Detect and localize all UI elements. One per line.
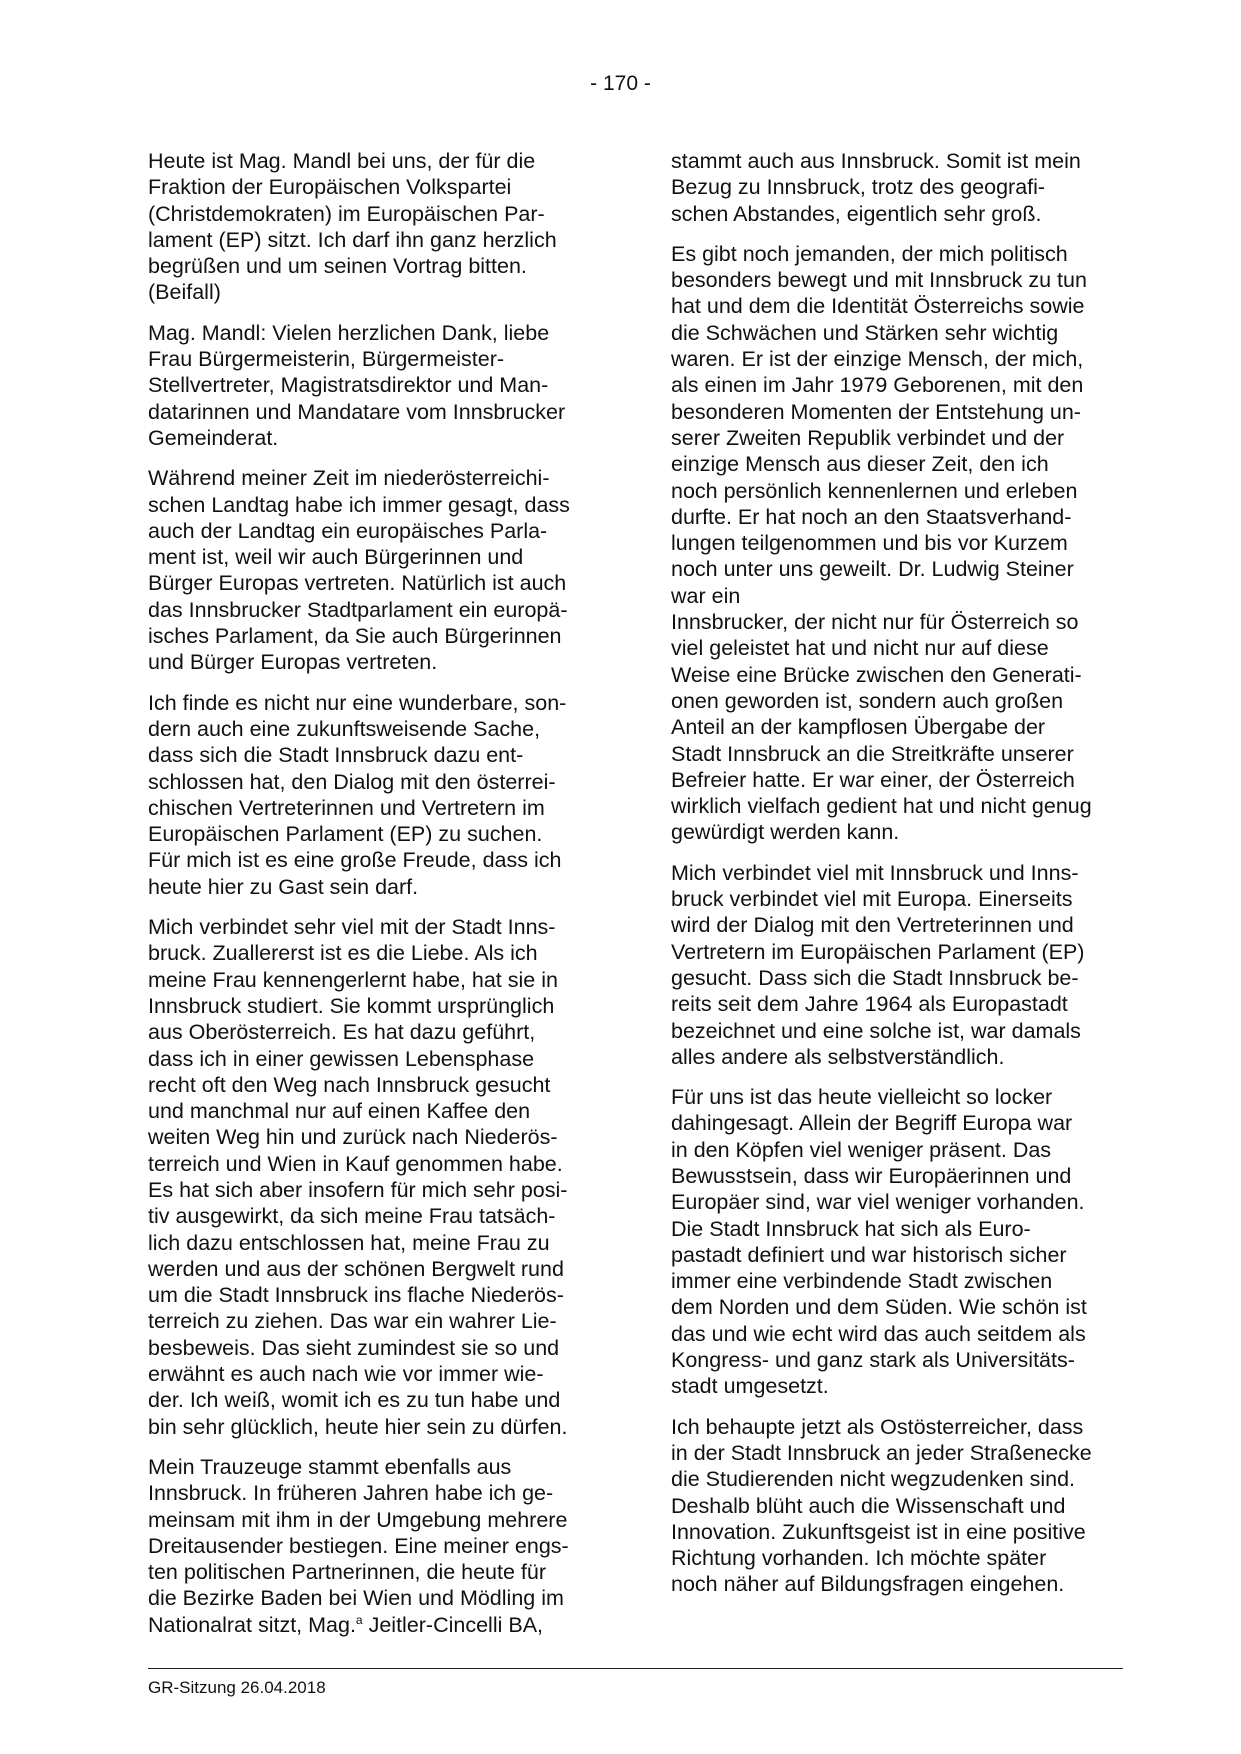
paragraph-text: Mein Trauzeuge stammt ebenfalls aus Innsbruck. In früheren Jahren habe ich ge- meinsam mit ihm in der Umgebung mehrere Dreitausender bestiegen. Eine meiner engs- ten politischen Partnerinnen, die heute für die Bezirke Baden bei Wien und Mödling im Nationalrat sitzt, Mag. — [148, 1454, 569, 1637]
paragraph-text-tail: Jeitler-Cincelli BA, — [362, 1612, 544, 1637]
paragraph: Mich verbindet viel mit Innsbruck und Inns- bruck verbindet viel mit Europa. Einerseits wird der Dialog mit den Vertreterinnen und Vertretern im Europäischen Parlament (EP) gesucht. Dass sich die Stadt Innsbruck be- reits seit dem Jahre 1964 als Europastadt bezeichnet und eine solche ist, war damals alles andere als selbstverständlich. — [671, 860, 1085, 1069]
footer-divider — [148, 1668, 1123, 1669]
paragraph — [148, 1454, 598, 1638]
paragraph: Ich behaupte jetzt als Ostösterreicher, dass in der Stadt Innsbruck an jeder Straßenecke die Studierenden nicht wegzudenken sind. Deshalb blüht auch die Wissenschaft und Innovation. Zukunftsgeist ist in eine positive Richtung vorhanden. Ich möchte später noch näher auf Bildungsfragen eingehen. — [671, 1414, 1092, 1597]
footer-session-date: GR-Sitzung 26.04.2018 — [148, 1678, 326, 1697]
paragraph: Für uns ist das heute vielleicht so locker dahingesagt. Allein der Begriff Europa war in den Köpfen viel weniger präsent. Das Bewusstsein, dass wir Europäerinnen und Europäer sind, war viel weniger vorhanden. Die Stadt Innsbruck hat sich als Euro- pastadt definiert und war historisch sicher immer eine verbindende Stadt zwischen dem Norden und dem Süden. Wie schön ist das und wie echt wird das auch seitdem als Kongress- und ganz stark als Universitäts- stadt umgesetzt. — [671, 1085, 1087, 1399]
page-number: - 170 - — [590, 72, 651, 95]
paragraph: stammt auch aus Innsbruck. Somit ist mein Bezug zu Innsbruck, trotz des geografi- schen Abstandes, eigentlich sehr groß. — [671, 149, 1081, 226]
superscript: a — [355, 1612, 363, 1627]
paragraph: Mich verbindet sehr viel mit der Stadt Inns- bruck. Zuallererst ist es die Liebe. Als ich meine Frau kennengerlernt habe, hat sie in Innsbruck studiert. Sie kommt ursprünglich aus Oberösterreich. Es hat dazu geführt, dass ich in einer gewissen Lebensphase recht oft den Weg nach Innsbruck gesucht und manchmal nur auf einen Kaffee den weiten Weg hin und zurück nach Niederös- terreich und Wien in Kauf genommen habe. Es hat sich aber insofern für mich sehr posi- tiv ausgewirkt, da sich meine Frau tatsäch- lich dazu entschlossen hat, meine Frau zu werden und aus der schönen Bergwelt rund um die Stadt Innsbruck ins flache Niederös- terreich zu ziehen. Das war ein wahrer Lie- besbeweis. Das sieht zumindest sie so und erwähnt es auch nach wie vor immer wie- der. Ich weiß, womit ich es zu tun habe und bin sehr glücklich, heute hier sein zu dürfen. — [148, 915, 568, 1439]
paragraph: Mag. Mandl: Vielen herzlichen Dank, liebe Frau Bürgermeisterin, Bürgermeister- Stellvertreter, Magistratsdirektor und Man- datarinnen und Mandatare vom Innsbrucker Gemeinderat. — [148, 320, 566, 450]
paragraph: Während meiner Zeit im niederösterreichi- schen Landtag habe ich immer gesagt, dass auch der Landtag ein europäisches Parla- ment ist, weil wir auch Bürgerinnen und Bürger Europas vertreten. Natürlich ist auch das Innsbrucker Stadtparlament ein europä- isches Parlament, da Sie auch Bürgerinnen und Bürger Europas vertreten. — [148, 466, 570, 675]
right-text-column — [671, 148, 1121, 1612]
paragraph: Es gibt noch jemanden, der mich politisch besonders bewegt und mit Innsbruck zu tun hat und dem die Identität Österreichs sowie die Schwächen und Stärken sehr wichtig waren. Er ist der einzige Mensch, der mich, als einen im Jahr 1979 Geborenen, mit den besonderen Momenten der Entstehung un- serer Zweiten Republik verbindet und der einzige Mensch aus dieser Zeit, den ich noch persönlich kennenlernen und erleben durfte. Er hat noch an den Staatsverhand- lungen teilgenommen und bis vor Kurzem noch unter uns geweilt. Dr. Ludwig Steiner war ein Innsbrucker, der nicht nur für Österreich so viel geleistet hat und nicht nur auf diese Weise eine Brücke zwischen den Generati- onen geworden ist, sondern auch großen Anteil an der kampflosen Übergabe der Stadt Innsbruck an die Streitkräfte unserer Befreier hatte. Er war einer, der Österreich wirklich vielfach gedient hat und nicht genug gewürdigt werden kann. — [671, 241, 1092, 845]
paragraph: Ich finde es nicht nur eine wunderbare, son- dern auch eine zukunftsweisende Sache, dass sich die Stadt Innsbruck dazu ent- schlossen hat, den Dialog mit den österrei- chischen Vertreterinnen und Vertretern im Europäischen Parlament (EP) zu suchen. Für mich ist es eine große Freude, dass ich heute hier zu Gast sein darf. — [148, 690, 567, 899]
paragraph: Heute ist Mag. Mandl bei uns, der für die Fraktion der Europäischen Volkspartei (Christdemokraten) im Europäischen Par- lament (EP) sitzt. Ich darf ihn ganz herzlich begrüßen und um seinen Vortrag bitten. (Beifall) — [148, 149, 557, 305]
left-text-column — [148, 148, 598, 1652]
